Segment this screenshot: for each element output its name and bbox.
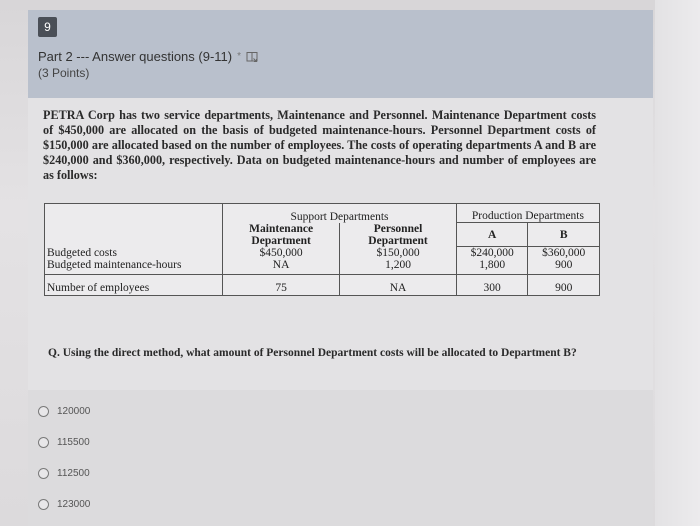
part-title-text: Part 2 --- Answer questions (9-11) xyxy=(38,49,233,64)
cell-maintenance: $450,000 xyxy=(223,247,340,260)
required-marker: * xyxy=(237,51,242,62)
table-corner-cell xyxy=(45,204,223,223)
cell-maintenance: NA xyxy=(223,259,340,275)
question-text: Q. Using the direct method, what amount of Personnel Department costs will be allocated to Department B? xyxy=(48,347,577,359)
option-label: 120000 xyxy=(57,406,91,417)
row-label: Budgeted costs xyxy=(45,247,223,260)
table-row xyxy=(45,247,600,260)
cell-b: 900 xyxy=(528,259,600,275)
department-a-header: A xyxy=(456,223,528,247)
problem-text: PETRA Corp has two service departments, Maintenance and Personnel. Maintenance Department costs of $450,000 are allocated on the basis of budgeted maintenance-hours. Personnel Department costs of $150,000 are allocated based on the number of employees. The costs of operating departments A and B are $240,000 and $360,000, respectively. Data on budgeted maintenance-hours and number of employees are as follows: xyxy=(43,108,596,182)
table-subheader-row-1 xyxy=(45,223,600,235)
radio-button[interactable] xyxy=(38,499,49,510)
right-margin xyxy=(655,0,700,526)
department-b-header: B xyxy=(528,223,600,247)
table-row xyxy=(45,275,600,296)
table-row xyxy=(45,259,600,275)
production-departments-header: Production Departments xyxy=(456,204,599,223)
answer-option[interactable] xyxy=(38,437,90,448)
row-label: Number of employees xyxy=(45,275,223,296)
radio-button[interactable] xyxy=(38,468,49,479)
option-label: 115500 xyxy=(57,437,90,448)
cell-b: 900 xyxy=(528,275,600,296)
part-title xyxy=(38,49,258,64)
cell-a: 1,800 xyxy=(456,259,528,275)
maintenance-header-1: Maintenance xyxy=(223,223,340,235)
cell-personnel: $150,000 xyxy=(340,247,457,260)
cell-maintenance: 75 xyxy=(223,275,340,296)
cell-a: $240,000 xyxy=(456,247,528,260)
table-header-row xyxy=(45,204,600,223)
personnel-header-1: Personnel xyxy=(340,223,457,235)
radio-button[interactable] xyxy=(38,437,49,448)
department-data-table xyxy=(44,203,600,296)
cell-a: 300 xyxy=(456,275,528,296)
radio-button[interactable] xyxy=(38,406,49,417)
answer-option[interactable] xyxy=(38,406,90,417)
part-points: (3 Points) xyxy=(38,66,90,80)
question-number-badge: 9 xyxy=(38,17,57,37)
cell-b: $360,000 xyxy=(528,247,600,260)
immersive-reader-icon[interactable] xyxy=(246,51,258,63)
personnel-header-2: Department xyxy=(340,235,457,247)
option-label: 112500 xyxy=(57,468,90,479)
option-label: 123000 xyxy=(57,499,91,510)
answer-option[interactable] xyxy=(38,468,90,479)
maintenance-header-2: Department xyxy=(223,235,340,247)
cell-personnel: NA xyxy=(340,275,457,296)
row-label: Budgeted maintenance-hours xyxy=(45,259,223,275)
cell-personnel: 1,200 xyxy=(340,259,457,275)
support-departments-header: Support Departments xyxy=(223,204,457,223)
answer-option[interactable] xyxy=(38,499,90,510)
